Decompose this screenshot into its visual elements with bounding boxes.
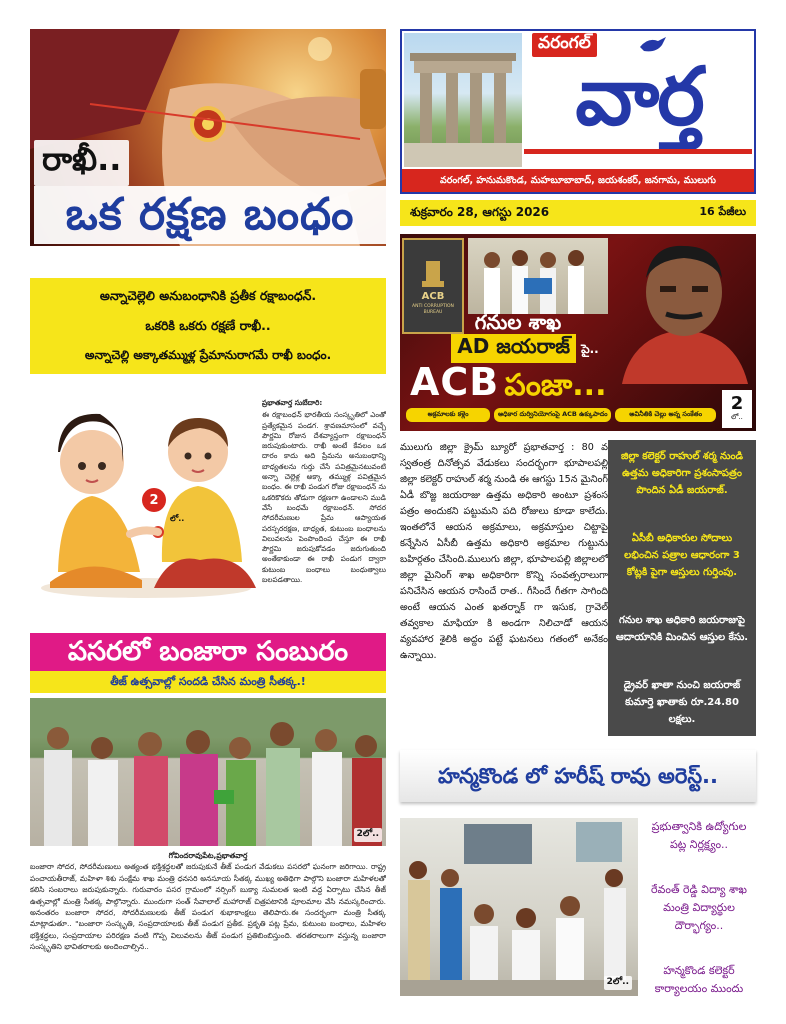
banjara-body: బంజారా సోదర, సోదరీమణులు అత్యంత భక్తిశ్రద్ధలతో జరుపుకునే తీజ్ పండుగ వేడుకలు పసరలో ఘనంగా జరిగాయి. రాష్ట్ర పంచాయతీరాజ్, మహిళా శిశు సంక్షేమ శాఖ మంత్రి ధనసరి అనసూయ సీతక్క ముఖ్య అతిథిగా పాల్గొని బంజారా మహిళలతో కలిసి సంబరాలు జరుపుకున్నారు. గురువారం పసర గ్రామంలో నర్సింగ్ బుక్యా సుమలత ఇంటి వద్ద ఏర్పాటు చేసిన తీజ్ ఉత్సవాల్లో మంత్రి సీతక్క పాల్గొన్నారు. ముందుగా సంత్ సేవాలాల్ మహారాజ్ చిత్రపటానికి పూలమాల వేసి నమస్కరించారు. అనంతరం బంజారా సోదర, సోదరీమణులకు తీజ్ పండుగ శుభాకాంక్షలు తెలిపారు.ఈ సందర్భంగా మంత్రి సీతక్క మాట్లాడుతూ.. "బంజారా సంస్కృతి, సంప్రదాయాలకు తీజ్ పండుగ ప్రతీక. ప్రకృతి పట్ల ప్రేమ, కుటుంబ బంధాలు, మహిళల భక్తిశ్రద్ధలు, సంప్రదాయాల పరిరక్షణ వంటి గొప్ప విలువలను తీజ్ పండుగ ప్రతిబింబిస్తుంది. తరతరాలుగా వస్తున్న బంజారా సంస్కృతిని భావితరాలకు అందించాల్సిన.. bbox=[30, 862, 386, 952]
banjara-photo-badge[interactable]: 2లో.. bbox=[354, 828, 382, 842]
acb-line3-wrap bbox=[410, 360, 710, 410]
protest-sitting-illustration bbox=[400, 818, 638, 996]
masthead bbox=[400, 29, 756, 194]
rakhi-article bbox=[262, 398, 386, 604]
state-emblem-icon bbox=[418, 257, 448, 291]
acb-caption-3: అవినీతికి చెల్లు అన్న సంకేతం bbox=[615, 408, 716, 422]
acb-line2-wrap bbox=[410, 334, 640, 363]
harish-side-line-2: రేవంత్ రెడ్డి విద్యా శాఖ మంత్రి విద్యార్థుల దౌర్భాగ్యం.. bbox=[651, 883, 747, 932]
issue-date: శుక్రవారం 28, ఆగస్టు 2026 bbox=[410, 204, 550, 219]
acb-side-item-4: డ్రైవర్ ఖాతా నుంచి జయరాజ్ కుమార్తె ఖాతాకు రూ.24.80 లక్షలు. bbox=[623, 680, 741, 725]
acb-body: ములుగు జిల్లా క్రైమ్ బ్యూరో ప్రభాతవార్త : 80 వ స్వతంత్ర దినోత్సవ వేడుకలు సందర్భంగా భూపాలపల్లి జిల్లా కలెక్టర్ రాహుల్ శర్మ నుండి ఈ ఆగస్టు 15న మైనింగ్ ఏడీ బొజ్జ జయరాజు ఉత్తమ అధికారి అంటూ ప్రశంస పత్రం అందుకని పట్టుమని పది రోజులు కూడా కాలేదు. ఇంతలోనే ఆయన అక్రమాలు, అక్రమాస్తుల చిట్టాపై కన్నేసిన ఏసీబీ ఉత్తమ అధికారి అక్రమాల గుట్టును బహిర్గతం చేసింది.ములుగు జిల్లా, భూపాలపల్లి జిల్లాలలో జిల్లా మైనింగ్ శాఖ అధికారిగా కొన్ని సంవత్సరాలుగా పనిచేసిన ఆయన రాసిందే రాత.. గీసిందే గీతగా సాగింది అంటే ఆయన ఎంత ఖతర్నాక్ గా ఇసుక, గ్రావెల్ తవ్వకాల మాఫియా కి అండగా నిలిచాడో ఆయన వ్యవహార శైలికి అద్దం పట్టే ఘటనలు గతంలో అనేకం ఉన్నాయి. bbox=[400, 442, 608, 661]
acb-emblem-text: ANTI CORRUPTION BUREAU bbox=[412, 303, 454, 315]
harish-arrest-photo bbox=[400, 818, 638, 996]
kakatiya-arch-icon bbox=[404, 33, 522, 167]
acb-line3-latin: ACB bbox=[410, 360, 500, 404]
masthead-brand-small: వరంగల్ bbox=[532, 33, 597, 57]
award-ceremony-illustration bbox=[468, 238, 608, 314]
rakhi-band-line-1: అన్నాచెల్లెలి అనుబంధానికి ప్రతీక రక్షాబంధన్. bbox=[99, 287, 317, 303]
acb-badge[interactable] bbox=[722, 390, 752, 428]
masthead-brand-large: వార్త bbox=[575, 50, 703, 143]
masthead-districts: వరంగల్, హనుమకొండ, మహబూబాబాద్, జయశంకర్, జనగామ, ములుగు bbox=[402, 169, 754, 192]
acb-line1: గనుల శాఖ bbox=[474, 310, 562, 334]
rakhi-dateline: ప్రభాతవార్త సుబేదారి: bbox=[262, 398, 323, 407]
acb-group-photo bbox=[468, 238, 608, 314]
rakhi-highlight-band bbox=[30, 278, 386, 374]
crowd-photo-illustration bbox=[30, 698, 386, 846]
rakhi-band-line-2: ఒకరికి ఒకరు రక్షణే రాఖీ.. bbox=[145, 317, 271, 333]
acb-badge-suffix: లో.. bbox=[731, 413, 743, 421]
harish-side-line-1: ప్రభుత్వానికి ఉద్యోగుల పట్ల నిర్లక్ష్యం.. bbox=[651, 820, 747, 851]
rakhi-kicker: రాఖీ.. bbox=[34, 140, 129, 186]
acb-caption-2: అధికార దుర్వినియోగంపై ACB ఉక్కుపాదం bbox=[494, 408, 611, 422]
harish-side-text bbox=[642, 818, 756, 998]
banjara-festival-photo bbox=[30, 698, 386, 846]
rakhi-badge[interactable] bbox=[142, 488, 166, 512]
acb-side-panel bbox=[608, 440, 756, 736]
banjara-article bbox=[30, 850, 386, 1000]
rakhi-headline: ఒక రక్షణ బంధం bbox=[34, 186, 386, 244]
rakhi-badge-number: 2 bbox=[149, 492, 159, 508]
acb-captions bbox=[406, 408, 716, 422]
rakhi-kids-illustration bbox=[30, 392, 262, 602]
acb-line2: AD జయరాజ్ bbox=[451, 334, 576, 363]
acb-article bbox=[400, 440, 608, 740]
harish-photo-badge[interactable]: 2లో.. bbox=[604, 976, 632, 990]
banjara-dateline: గోవిందరావుపేట,ప్రభాతవార్త bbox=[168, 851, 248, 860]
acb-caption-1: అక్రమాలకు కళ్లెం bbox=[406, 408, 490, 422]
page-count: 16 పేజీలు bbox=[699, 205, 746, 218]
acb-badge-number: 2 bbox=[730, 393, 744, 414]
masthead-thoranam-photo bbox=[404, 33, 522, 167]
acb-line2-suffix: పై.. bbox=[581, 342, 599, 356]
acb-side-item-2: ఏసీబీ అధికారుల సోదాలు లభించిన పత్రాల ఆధారంగా 3 కోట్లకి పైగా ఆస్తులు గుర్తింపు. bbox=[624, 533, 740, 578]
acb-emblem-label: ACB bbox=[421, 290, 445, 302]
harish-headline: హన్మకొండ లో హరీష్ రావు అరెస్ట్.. bbox=[400, 750, 756, 802]
acb-hero-graphic bbox=[400, 234, 756, 431]
rakhi-badge-suffix: లో.. bbox=[170, 514, 185, 523]
masthead-red-rule bbox=[524, 149, 752, 154]
banjara-headline: పసరలో బంజారా సంబురం bbox=[30, 633, 386, 671]
acb-side-item-3: గనుల శాఖ అధికారి జయరాజుపై ఆదాయానికి మించిన ఆస్తుల కేసు. bbox=[615, 615, 749, 643]
harish-side-line-3: హన్మకొండ కలెక్టర్ కార్యాలయం ముందు bbox=[654, 964, 744, 995]
rakhi-band-line-3: అన్నాచెల్లి అక్కాతమ్ముళ్ల ప్రేమానురాగమే రాఖీ బంధం. bbox=[84, 347, 332, 362]
acb-side-item-1: జిల్లా కలెక్టర్ రాహుల్ శర్మ నుండి ఉత్తమ అధికారిగా ప్రశంసాపత్రం పొందిన ఏడీ జయరాజ్. bbox=[621, 451, 743, 496]
rakhi-body: ఈ రక్షాబంధన్ భారతీయ సంస్కృతిలో ఎంతో ప్రత్యేకమైన పండగ. శ్రావణమాసంలో వచ్చే పౌర్ణమి రోజున దేశవ్యాప్తంగా రక్షాబంధన్ జరుపుకుంటారు. రాఖీ అంటే కేవలం ఒక దారం కాదు అది ప్రేమను అనుబంధాన్ని బాధ్యతలను గుర్తు చేసే పవిత్రమైనటువంటి అన్నా చెల్లెళ్ల అక్కా తమ్ముళ్ల పవిత్రమైన బంధం. ఈ రాఖీ పండుగ రోజు రక్షాబంధన్ ను ఒకరికొకరు తోడుగా రక్షణగా ఉండాలని ముడి వేసే బంధమే రక్షాబంధన్. సోదర సోదరీమణుల ప్రేమ ఆప్యాయత పరస్పరరక్షణ, బాధ్యత, కుటుంబ బంధాలను విలువలను పెంపొందింప చేస్తూ ఈ రాఖీ పౌర్ణమి జరుపుకోవడం జరుగుతుంది అంతేకాకుండా ఈ రాఖీ పండుగ ద్వారా కుటుంబ బంధాలు బంధుత్వాలు బలపడతాయి. bbox=[262, 410, 386, 585]
banjara-subhead: తీజ్ ఉత్సవాల్లో సందడి చేసిన మంత్రి సీతక్క.! bbox=[30, 671, 386, 693]
acb-line3-telugu: పంజా... bbox=[504, 368, 607, 403]
dateline-bar bbox=[400, 200, 756, 226]
